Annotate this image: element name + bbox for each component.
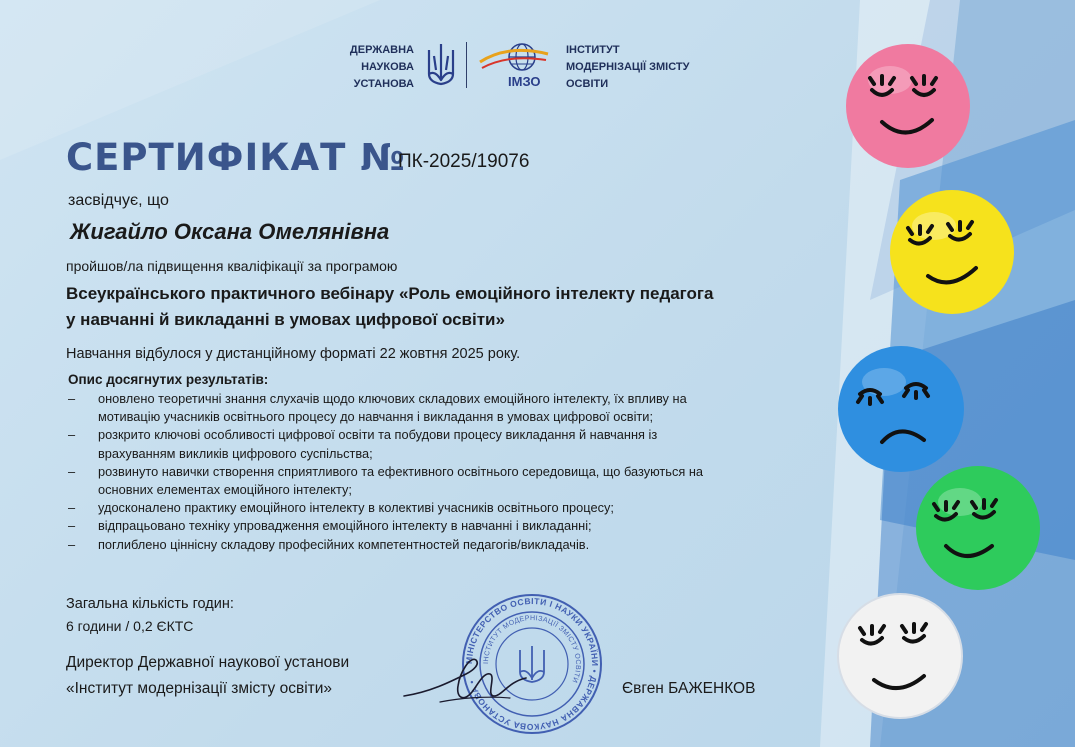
list-item-line: удосконалено практику емоційного інтелекту в колективі учасників освітнього процесу;	[98, 500, 614, 516]
program-title	[66, 281, 826, 333]
header-left-line: ДЕРЖАВНА	[349, 44, 414, 56]
director-title: Директор Державної наукової установи	[66, 654, 350, 671]
header-left-text	[334, 42, 414, 93]
list-item-line: розвинуто навички створення сприятливого та ефективного освітнього середовища, що базуються на	[98, 463, 704, 479]
seal-inner-text: ІНСТИТУТ МОДЕРНІЗАЦІЇ ЗМІСТУ ОСВІТИ	[482, 614, 582, 684]
smiley-face-icon	[912, 462, 1044, 594]
completed-text: пройшов/ла підвищення кваліфікації за програмою	[66, 258, 398, 274]
hours-value: 6 години / 0,2 ЄКТС	[66, 618, 194, 634]
list-item-line: розкрито ключові особливості цифрової освіти та побудови процесу викладання й навчання із	[98, 427, 658, 443]
list-item-line: поглиблено ціннісну складову професійних компетентностей педагогів/викладачів.	[98, 536, 590, 552]
list-dash: –	[68, 536, 76, 552]
list-item	[68, 536, 828, 554]
recipient-name: Жигайло Оксана Омелянівна	[70, 219, 390, 244]
hours-label: Загальна кількість годин:	[66, 596, 234, 612]
program-line: Всеукраїнського практичного вебінару «Роль емоційного інтелекту педагога	[66, 284, 714, 303]
list-item	[68, 499, 828, 517]
header-right-text	[566, 42, 746, 93]
list-item	[68, 463, 828, 499]
header-right-line: ОСВІТИ	[566, 78, 609, 90]
sad-face-icon	[834, 342, 968, 476]
results-list	[68, 390, 828, 554]
list-item-line: основних елементах емоційного інтелекту;	[98, 482, 352, 498]
trident-icon	[424, 40, 458, 90]
format-text: Навчання відбулося у дистанційному форматі 22 жовтня 2025 року.	[66, 346, 521, 362]
list-dash: –	[68, 463, 76, 479]
header-right-line: МОДЕРНІЗАЦІЇ ЗМІСТУ	[566, 61, 690, 73]
certifies-text: засвідчує, що	[68, 192, 169, 209]
list-dash: –	[68, 391, 76, 406]
list-item	[68, 426, 828, 462]
director-institution: «Інститут модернізації змісту освіти»	[66, 680, 333, 697]
list-item	[68, 390, 828, 426]
smiley-face-icon	[886, 186, 1018, 318]
smiley-face-icon	[842, 40, 974, 172]
imzo-globe-icon	[478, 40, 550, 90]
header-left-line: НАУКОВА	[361, 61, 414, 73]
list-item-line: мотивацію учасників освітнього процесу до навчання і викладання в умовах цифрової освіти;	[98, 409, 653, 425]
list-item-line: врахуванням викликів цифрового суспільства;	[98, 445, 373, 461]
seal-outer-text: МІНІСТЕРСТВО ОСВІТИ І НАУКИ УКРАЇНИ • ДЕРЖАВНА НАУКОВА УСТАНОВА •	[463, 595, 601, 733]
program-line: у навчанні й викладанні в умовах цифрової освіти»	[66, 310, 505, 329]
imzo-logo-text: ІМЗО	[508, 74, 541, 89]
list-item	[68, 517, 828, 535]
results-title: Опис досягнутих результатів:	[68, 372, 269, 387]
smiley-face-icon	[834, 590, 966, 722]
header-divider	[466, 42, 467, 88]
list-item-line: оновлено теоретичні знання слухачів щодо ключових складових емоційного інтелекту, їх впливу на	[98, 391, 687, 406]
certificate-title: СЕРТИФІКАТ №	[66, 136, 406, 179]
certificate-number: ПК-2025/19076	[398, 151, 530, 172]
list-dash: –	[68, 518, 76, 534]
list-dash: –	[68, 500, 76, 516]
header-right-line: ІНСТИТУТ	[566, 44, 620, 56]
header-left-line: УСТАНОВА	[353, 78, 414, 90]
signer-name: Євген БАЖЕНКОВ	[622, 680, 756, 697]
list-item-line: відпрацьовано техніку упровадження емоційного інтелекту в навчанні і викладанні;	[98, 518, 592, 534]
list-dash: –	[68, 427, 76, 443]
signature-icon	[400, 652, 530, 712]
